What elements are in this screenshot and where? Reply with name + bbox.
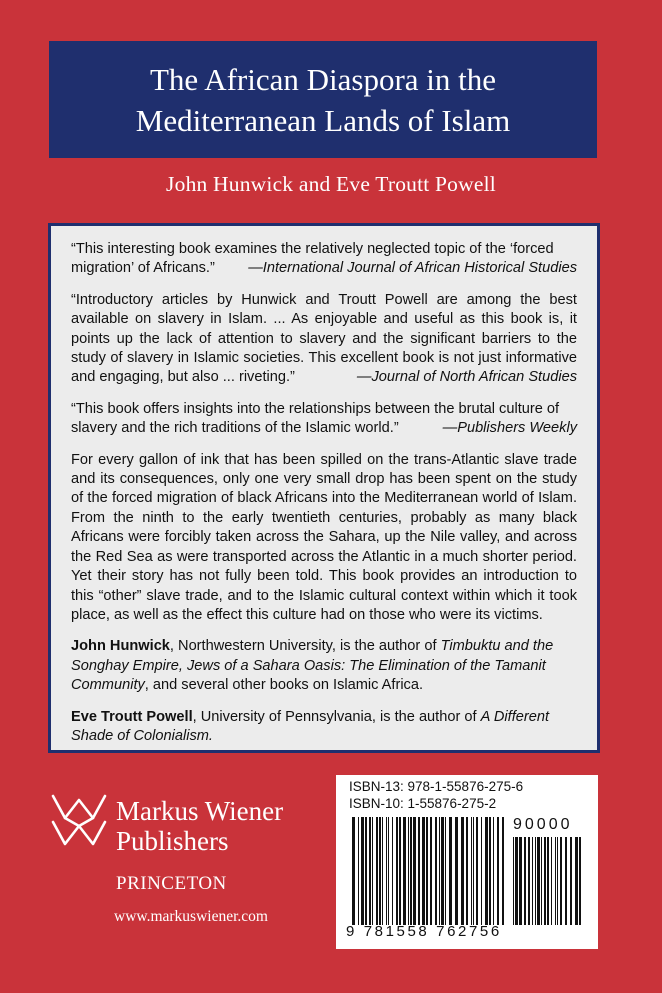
barcode-bar [535, 837, 536, 925]
barcode-bar [388, 817, 389, 925]
publisher-name-line1: Markus Wiener [116, 796, 284, 826]
mw-logo-icon [50, 792, 108, 848]
barcode-box [336, 775, 598, 949]
barcode-bar [439, 817, 440, 925]
barcode-bar [489, 817, 491, 925]
barcode-bar [399, 817, 401, 925]
review-quote-3-source: —Publishers Weekly [442, 420, 577, 437]
review-quote-1-line2: migration’ of Africans.” [71, 260, 215, 277]
review-quote-2-text: “Introductory articles by Hunwick and Troutt Powell are among the best available on slavery in Islam. ... As enjoyable and useful as this book is, it points up the lack of attention to slavery and the significant barriers to the study of slavery in Islamic societies. This excellent book is not just informative and engaging, but also ... riveting.” [71, 291, 577, 386]
price-code: 90000 [513, 816, 573, 833]
barcode-bar [413, 817, 416, 925]
barcode-bar [481, 817, 482, 925]
barcode-bar [426, 817, 428, 925]
blurb-box [48, 223, 600, 753]
barcode-bar [392, 817, 393, 925]
publisher-name [116, 796, 283, 856]
author-bio-2-book: A Different Shade of Colonialism. [71, 708, 550, 744]
barcode-bar [358, 817, 359, 925]
review-quote-1 [71, 240, 577, 279]
publisher-city: PRINCETON [116, 873, 227, 894]
title-box [49, 41, 597, 158]
barcode-bar [422, 817, 425, 925]
barcode-bar [382, 817, 383, 925]
barcode-bar [466, 817, 468, 925]
barcode-bar [519, 837, 522, 925]
barcode-bar [361, 817, 364, 925]
publisher-name-line2: Publishers [116, 826, 229, 856]
barcode-bar [541, 837, 542, 925]
barcode-bar [513, 837, 514, 925]
barcode-bar [537, 837, 540, 925]
barcode-bar [461, 817, 464, 925]
author-bio-1-text1: , Northwestern University, is the author of [169, 638, 441, 655]
barcode-bar [565, 837, 567, 925]
review-quote-3-line1: “This book offers insights into the relationships between the brutal culture of [71, 400, 560, 417]
barcode-bar [555, 837, 556, 925]
barcode-bar [403, 817, 406, 925]
book-authors: John Hunwick and Eve Troutt Powell [166, 172, 496, 196]
barcode-bar [352, 817, 355, 925]
barcode-bar [365, 817, 367, 925]
barcode-bar [376, 817, 378, 925]
review-quote-1-row [71, 259, 577, 278]
barcode-digits: 9 781558 762756 [346, 923, 502, 940]
barcode-bar [473, 817, 474, 925]
barcode-bar [471, 817, 472, 925]
author-bio-1 [71, 637, 577, 695]
review-quote-3-row [71, 419, 577, 438]
author-bio-2-text1: , University of Pennsylvania, is the author of [192, 708, 481, 725]
barcode-bar [441, 817, 444, 925]
barcode-bar [528, 837, 530, 925]
barcode-bar [455, 817, 458, 925]
review-quote-1-line1: “This interesting book examines the relatively neglected topic of the ‘forced [71, 241, 554, 257]
barcode-bar [560, 837, 562, 925]
isbn13-label: ISBN-13: 978-1-55876-275-6 [349, 779, 524, 794]
barcode-bar [372, 817, 373, 925]
barcode-bar [547, 837, 549, 925]
author-bio-2 [71, 708, 577, 747]
author-bio-1-name: John Hunwick [71, 638, 170, 655]
barcode-bar [418, 817, 420, 925]
review-quote-3-line2: slavery and the rich traditions of the Islamic world.” [71, 420, 399, 437]
review-quote-1-source: —International Journal of African Historical Studies [248, 260, 577, 277]
barcode-bar [410, 817, 412, 925]
author-bio-1-text2: , and several other books on Islamic Africa. [144, 677, 424, 694]
review-quote-2 [71, 291, 577, 388]
barcode-bar [544, 837, 546, 925]
barcode-bar [430, 817, 432, 925]
barcode-bar [369, 817, 371, 925]
review-quote-3 [71, 400, 577, 439]
barcode-bar [497, 817, 499, 925]
book-title-line1: The African Diaspora in the [149, 61, 497, 97]
book-title-line2: Mediterranean Lands of Islam [135, 102, 511, 138]
barcode-bar [557, 837, 558, 925]
barcode-bar [493, 817, 494, 925]
barcode-bar [485, 817, 488, 925]
barcode-bar [570, 837, 572, 925]
isbn10-label: ISBN-10: 1-55876-275-2 [349, 796, 497, 811]
barcode-bar [449, 817, 452, 925]
publisher-url: www.markuswiener.com [114, 908, 268, 925]
barcode-bar [408, 817, 409, 925]
barcode-bar [435, 817, 437, 925]
barcode-bar [515, 837, 518, 925]
author-bio-1-book: Timbuktu and the Songhay Empire, Jews of a Sahara Oasis: The Elimination of the Tamanit Community [71, 638, 554, 694]
addon-barcode [513, 837, 581, 925]
ean-barcode [352, 817, 507, 925]
barcode-bar [551, 837, 552, 925]
barcode-bar [579, 837, 581, 925]
review-quote-2-source: —Journal of North African Studies [356, 369, 577, 386]
book-description: For every gallon of ink that has been spilled on the trans-Atlantic slave trade and its consequences, only one very small drop has been spent on the study of the forced migration of black Africans into the Mediterranean world of Islam. From the ninth to the early twentieth centuries, probably as many black Africans were forcibly taken across the Sahara, up the Nile valley, and across the Red Sea as were transported across the Atlantic in a much shorter period. Yet their story has not fully been told. This book provides an introduction to this “other” slave trade, and to the Islamic cultural context within which it took place, as well as the effect this culture had on those who were its victims. [71, 451, 577, 623]
barcode-bar [476, 817, 478, 925]
barcode-bar [502, 817, 504, 925]
barcode-bar [575, 837, 578, 925]
barcode-bar [396, 817, 398, 925]
barcode-bar [532, 837, 533, 925]
barcode-bar [379, 817, 381, 925]
author-bio-2-name: Eve Troutt Powell [71, 708, 193, 725]
barcode-bar [386, 817, 387, 925]
barcode-bar [445, 817, 446, 925]
barcode-bar [524, 837, 526, 925]
